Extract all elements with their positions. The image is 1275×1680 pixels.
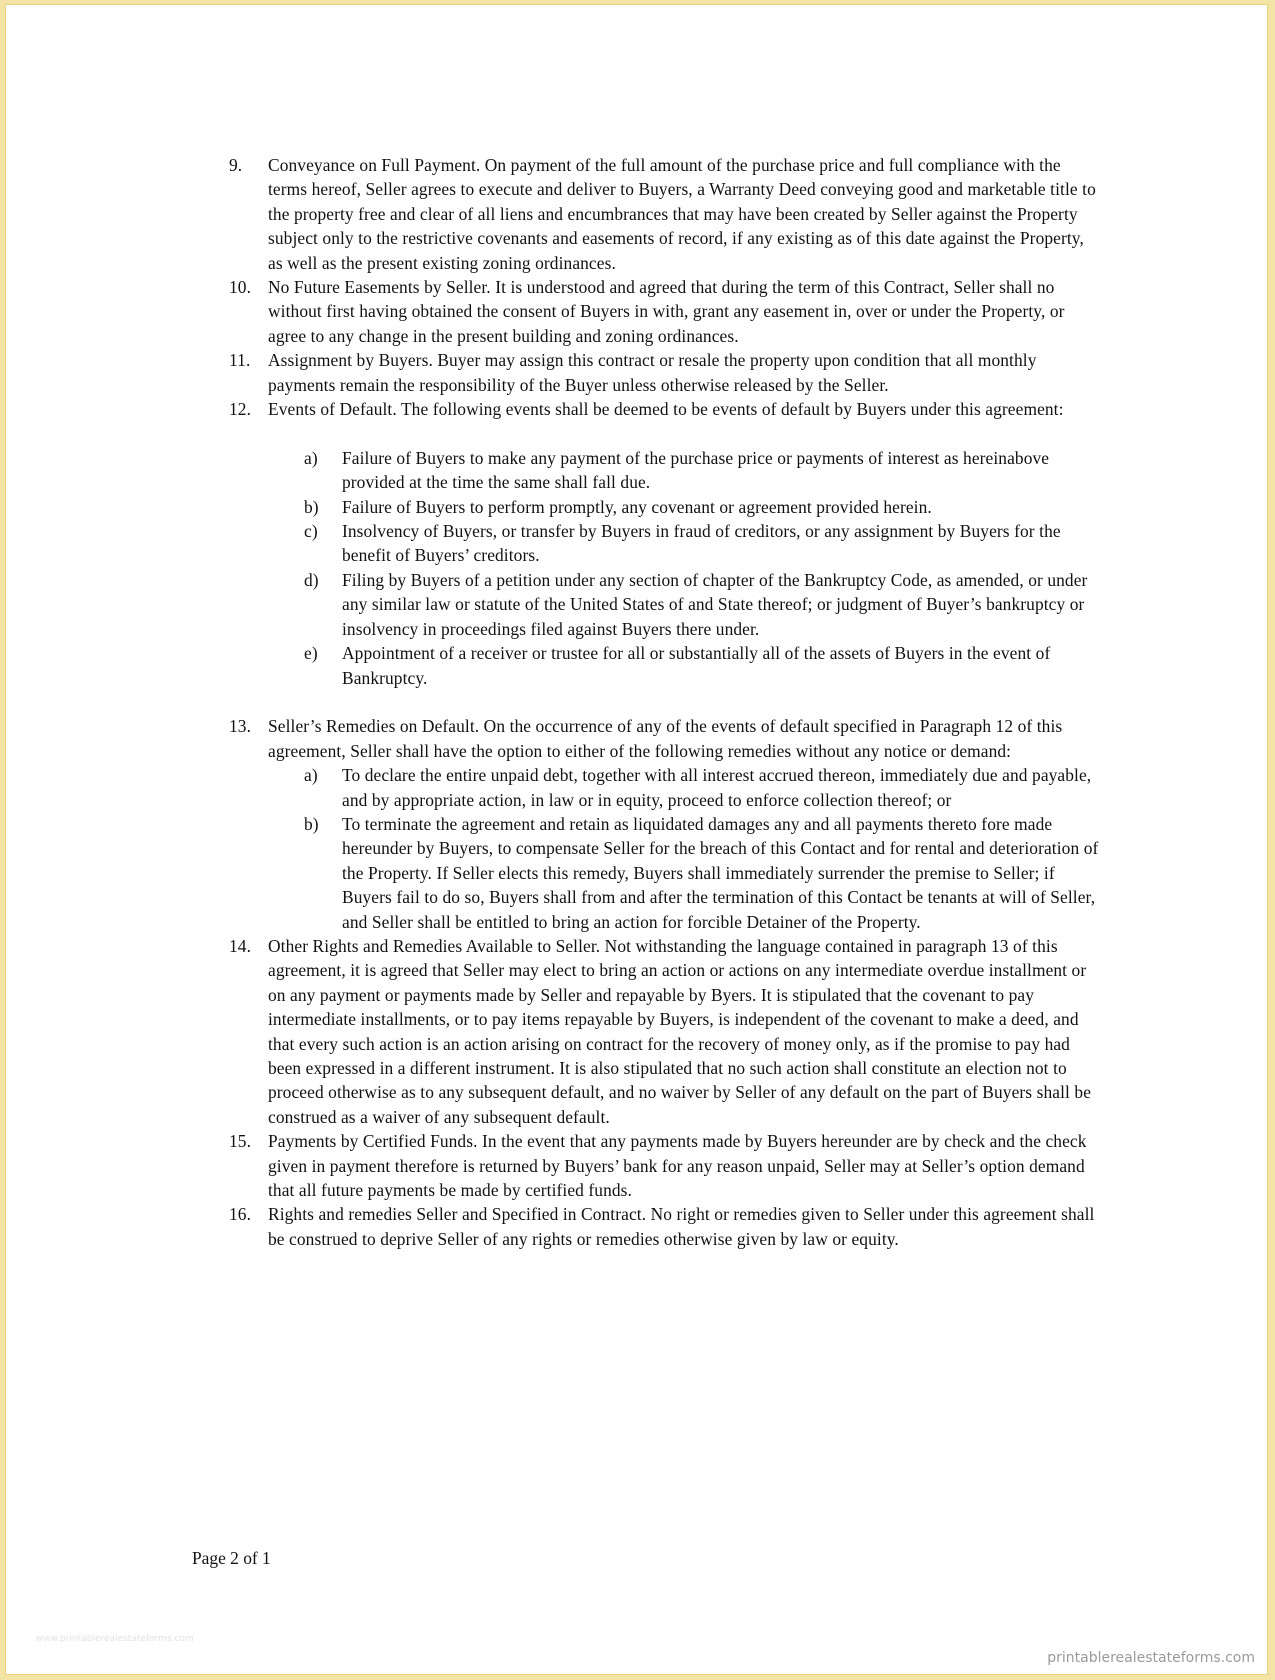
paragraph-number: 9. xyxy=(229,155,243,175)
sub-item-label: d) xyxy=(304,569,319,590)
paragraph-number: 16. xyxy=(229,1204,252,1225)
paragraph-number: 14. xyxy=(229,935,252,956)
paragraph-9 xyxy=(229,153,1099,275)
sub-item-label: b) xyxy=(304,496,319,517)
default-event-b xyxy=(229,495,1099,519)
paragraph-11 xyxy=(229,348,1099,397)
default-event-d xyxy=(229,568,1099,641)
paragraph-12 xyxy=(229,397,1099,421)
sub-item-text: Failure of Buyers to perform promptly, any covenant or agreement provided herein. xyxy=(342,496,932,517)
spacer xyxy=(229,690,1099,714)
remedy-b xyxy=(229,812,1099,934)
paragraph-number: 11. xyxy=(229,350,251,371)
paragraph-number: 10. xyxy=(229,277,252,298)
sub-item-label: c) xyxy=(304,521,318,542)
paragraph-13 xyxy=(229,714,1099,763)
paragraph-number: 13. xyxy=(229,716,252,737)
sub-item-text: To declare the entire unpaid debt, together with all interest accrued thereon, immediately due and payable, and by appropriate action, in law or in equity, proceed to enforce collection thereof; or xyxy=(342,765,1092,810)
paragraph-text: Rights and remedies Seller and Specified in Contract. No right or remedies given to Seller under this agreement shall be construed to deprive Seller of any rights or remedies otherwise given by law or equity. xyxy=(268,1204,1095,1249)
document-page xyxy=(5,4,1268,1675)
sub-item-text: Failure of Buyers to make any payment of the purchase price or payments of interest as hereinabove provided at the time the same shall fall due. xyxy=(342,447,1050,493)
remedy-a xyxy=(229,763,1099,812)
paragraph-number: 12. xyxy=(229,399,252,420)
spacer xyxy=(229,421,1099,445)
sub-item-text: Filing by Buyers of a petition under any section of chapter of the Bankruptcy Code, as amended, or under any similar law or statute of the United States of and State thereof; or judgment of Buyer’s bankruptcy or insolvency in proceedings filed against Buyers there under. xyxy=(342,569,1088,639)
document-body xyxy=(229,153,1099,1251)
paragraph-text: Seller’s Remedies on Default. On the occurrence of any of the events of default specified in Paragraph 12 of this agreement, Seller shall have the option to either of the following remedies without any notice or demand: xyxy=(268,716,1063,761)
paragraph-number: 15. xyxy=(229,1131,252,1152)
paragraph-text: Events of Default. The following events shall be deemed to be events of default by Buyers under this agreement: xyxy=(268,399,1064,420)
sub-item-label: a) xyxy=(304,765,318,786)
sub-item-text: Insolvency of Buyers, or transfer by Buyers in fraud of creditors, or any assignment by Buyers for the benefit of Buyers’ creditors. xyxy=(342,521,1061,566)
page-number-footer: Page 2 of 1 xyxy=(192,1548,271,1568)
paragraph-16 xyxy=(229,1202,1099,1251)
paragraph-text: Payments by Certified Funds. In the event that any payments made by Buyers hereunder are by check and the check given in payment therefore is returned by Buyers’ bank for any reason unpaid, Seller may at Seller’s option demand that all future payments be made by certified funds. xyxy=(268,1131,1087,1201)
paragraph-text: No Future Easements by Seller. It is understood and agreed that during the term of this Contract, Seller shall no without first having obtained the consent of Buyers in with, grant any easement in, over or under the Property, or agree to any change in the present building and zoning ordinances. xyxy=(268,277,1065,346)
paragraph-15 xyxy=(229,1129,1099,1202)
sub-item-label: e) xyxy=(304,643,318,664)
default-event-a xyxy=(229,446,1099,495)
sub-item-text: To terminate the agreement and retain as liquidated damages any and all payments thereto fore made hereunder by Buyers, to compensate Seller for the breach of this Contact and for rental and deterioration of the Property. If Seller elects this remedy, Buyers shall immediately surrender the premise to Seller; if Buyers fail to do so, Buyers shall from and after the termination of this Contact be tenants at will of Seller, and Seller shall be entitled to bring an action for forcible Detainer of the Property. xyxy=(342,813,1099,932)
paragraph-14 xyxy=(229,934,1099,1129)
sub-item-label: b) xyxy=(304,813,319,834)
sub-item-text: Appointment of a receiver or trustee for all or substantially all of the assets of Buyers in the event of Bankruptcy. xyxy=(342,643,1051,688)
paragraph-text: Assignment by Buyers. Buyer may assign this contract or resale the property upon condition that all monthly payments remain the responsibility of the Buyer unless otherwise released by the Seller. xyxy=(268,350,1037,395)
default-event-c xyxy=(229,519,1099,568)
site-watermark: printablerealestateforms.com xyxy=(1047,1650,1255,1666)
paragraph-10 xyxy=(229,275,1099,348)
paragraph-text: Conveyance on Full Payment. On payment of the full amount of the purchase price and full compliance with the terms hereof, Seller agrees to execute and deliver to Buyers, a Warranty Deed conveying good and marketable title to the property free and clear of all liens and encumbrances that may have been created by Seller against the Property subject only to the restrictive covenants and easements of record, if any existing as of this date against the Property, as well as the present existing zoning ordinances. xyxy=(268,155,1096,273)
paragraph-text: Other Rights and Remedies Available to Seller. Not withstanding the language contained in paragraph 13 of this agreement, it is agreed that Seller may elect to bring an action or actions on any intermediate overdue installment or on any payment or payments made by Seller and repayable by Byers. It is stipulated that the covenant to pay intermediate installments, or to pay items repayable by Buyers, is independent of the covenant to make a deed, and that every such action is an action arising on contract for the recovery of money only, as if the promise to pay had been expressed in a different instrument. It is also stipulated that no such action shall constitute an election not to proceed otherwise as to any subsequent default, and no waiver by Seller of any default on the part of Buyers shall be construed as a waiver of any subsequent default. xyxy=(268,935,1092,1127)
sub-item-label: a) xyxy=(304,447,318,468)
faint-watermark-text: www.printablerealestateforms.com xyxy=(36,1634,194,1644)
default-event-e xyxy=(229,641,1099,690)
